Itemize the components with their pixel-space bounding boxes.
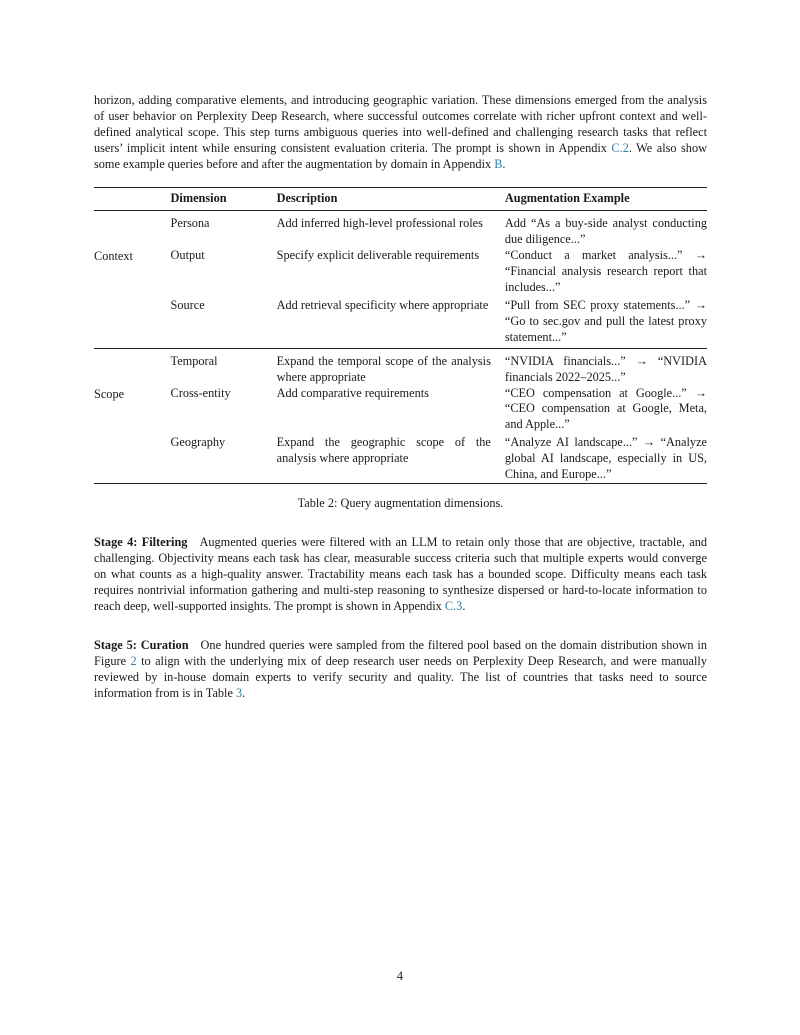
description-cell: Add comparative requirements bbox=[276, 385, 429, 400]
stage5-text-end: . bbox=[242, 686, 246, 701]
example-cell: “NVIDIA financials...” → “NVIDIA financials 2022–2025...” bbox=[504, 353, 707, 384]
dimension-cell: Cross-entity bbox=[170, 385, 231, 400]
description-cell: Expand the temporal scope of the analysis where appropriate bbox=[276, 353, 491, 384]
augmentation-table-wrap bbox=[94, 187, 707, 511]
group-label-context: Context bbox=[94, 249, 133, 264]
empty-cell bbox=[94, 435, 171, 483]
dimension-cell: Geography bbox=[170, 435, 226, 450]
intro-text-mid: . We also show some example queries before and after the augmentation by domain in Appendix bbox=[94, 140, 707, 171]
appendix-b-link[interactable]: B bbox=[494, 156, 503, 171]
dimension-cell: Temporal bbox=[170, 353, 218, 368]
table-3-link[interactable]: 3 bbox=[236, 686, 243, 701]
stage5-text: One hundred queries were sampled from the filtered pool based on the domain distribution shown in Figure bbox=[94, 638, 707, 669]
stage5-title: Stage 5: Curation bbox=[94, 638, 189, 653]
stage4-text-end: . bbox=[462, 598, 466, 613]
dimension-cell: Persona bbox=[170, 216, 210, 231]
stage5-paragraph bbox=[94, 638, 707, 702]
table-row bbox=[94, 348, 707, 385]
table-row bbox=[94, 386, 707, 436]
dimension-cell: Source bbox=[170, 297, 205, 312]
description-cell: Expand the geographic scope of the analysis where appropriate bbox=[276, 435, 491, 466]
table-row bbox=[94, 298, 707, 348]
appendix-c2-link[interactable]: C.2 bbox=[611, 140, 629, 155]
intro-text: horizon, adding comparative elements, and introducing geographic variation. These dimensions emerged from the analysis of user behavior on Perplexity Deep Research, where successful outcomes correlate with richer upfront context and well-defined analytical scope. This step turns ambiguous queries into well-defined and challenging research tasks that reflect users’ implicit intent while ensuring consistent evaluation criteria. The prompt is shown in Appendix bbox=[94, 93, 707, 155]
stage5-text-mid: to align with the underlying mix of deep research user needs on Perplexity Deep Research, and were manually reviewed by in-house domain experts to verify security and quality. The list of countries that tasks need to source information from is in Table bbox=[94, 654, 707, 701]
header-group bbox=[94, 187, 171, 211]
stage4-title: Stage 4: Filtering bbox=[94, 534, 188, 549]
stage4-paragraph bbox=[94, 535, 707, 615]
example-cell: “Pull from SEC proxy statements...” → “Go to sec.gov and pull the latest proxy statement...” bbox=[504, 297, 707, 344]
description-cell: Specify explicit deliverable requirements bbox=[276, 248, 480, 263]
page-body bbox=[94, 93, 707, 702]
appendix-c3-link[interactable]: C.3 bbox=[444, 598, 463, 613]
table-row bbox=[94, 435, 707, 483]
table-row bbox=[94, 211, 707, 248]
description-cell: Add inferred high-level professional roles bbox=[276, 216, 483, 231]
example-cell: “Conduct a market analysis...” → “Financial analysis research report that includes...” bbox=[504, 248, 707, 295]
example-cell: “CEO compensation at Google...” → “CEO compensation at Google, Meta, and Apple...” bbox=[504, 385, 707, 432]
stage4-text: Augmented queries were filtered with an LLM to retain only those that are objective, tractable, and challenging. Objectivity means each task has clear, measurable success criteria such that multiple experts would converge on what counts as a high-quality answer. Tractability means each task has a bounded scope. Difficulty means each task requires nontrivial information gathering and multi-step reasoning to synthesize dispersed or hard-to-locate information to reach deep, well-supported insights. The prompt is shown in Appendix bbox=[94, 534, 708, 613]
intro-text-end: . bbox=[502, 156, 506, 171]
example-cell: Add “As a buy-side analyst conducting due diligence...” bbox=[504, 216, 707, 247]
header-example: Augmentation Example bbox=[504, 190, 630, 205]
dimension-cell: Output bbox=[170, 248, 205, 263]
figure-2-link[interactable]: 2 bbox=[130, 654, 137, 669]
example-cell: “Analyze AI landscape...” → “Analyze global AI landscape, especially in US, China, and Europe...” bbox=[504, 435, 707, 482]
augmentation-table bbox=[94, 187, 707, 484]
intro-paragraph bbox=[94, 93, 707, 173]
description-cell: Add retrieval specificity where appropriate bbox=[276, 297, 489, 312]
empty-cell bbox=[94, 298, 171, 348]
table-caption: Table 2: Query augmentation dimensions. bbox=[297, 495, 504, 510]
page-number: 4 bbox=[396, 969, 404, 983]
header-description: Description bbox=[276, 190, 338, 205]
header-dimension: Dimension bbox=[170, 190, 227, 205]
table-row bbox=[94, 248, 707, 298]
group-label-scope: Scope bbox=[94, 386, 125, 401]
